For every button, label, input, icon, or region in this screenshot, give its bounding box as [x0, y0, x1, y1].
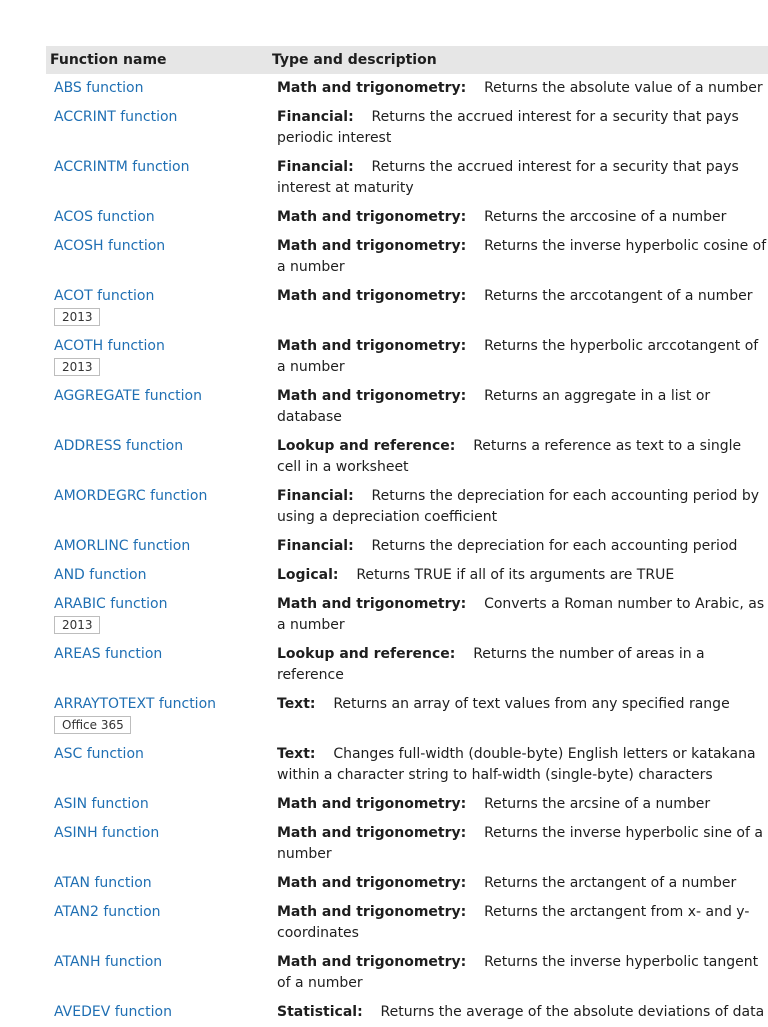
description-cell	[268, 790, 768, 819]
function-link[interactable]: AREAS function	[54, 646, 163, 662]
table-row	[46, 332, 768, 382]
function-description: Returns the average of the absolute deviations of data	[380, 1004, 765, 1020]
header-row	[46, 46, 768, 74]
function-type-label: Math and trigonometry:	[277, 209, 467, 225]
function-type-label: Math and trigonometry:	[277, 875, 467, 891]
description-cell	[268, 561, 768, 590]
function-link[interactable]: ACOTH function	[54, 338, 165, 354]
function-link[interactable]: ATANH function	[54, 954, 163, 970]
function-type-label: Text:	[277, 746, 316, 762]
description-cell	[268, 232, 768, 282]
description-cell	[268, 690, 768, 740]
function-description: Returns the depreciation for each accounting period by using a depreciation coefficient	[277, 488, 760, 525]
table-row	[46, 790, 768, 819]
function-link[interactable]: AGGREGATE function	[54, 388, 202, 404]
function-name-cell	[46, 232, 268, 282]
function-type-label: Math and trigonometry:	[277, 288, 467, 304]
function-description: Returns the arctangent from x- and y-coordinates	[277, 904, 750, 941]
description-cell	[268, 103, 768, 153]
function-link[interactable]: ARABIC function	[54, 596, 168, 612]
table-body	[46, 74, 768, 1027]
table-header	[46, 46, 768, 74]
function-description: Converts a Roman number to Arabic, as a number	[277, 596, 765, 633]
function-type-label: Logical:	[277, 567, 339, 583]
description-cell	[268, 869, 768, 898]
function-description: Changes full-width (double-byte) English letters or katakana within a character string to half-width (single-byte) characters	[277, 746, 756, 783]
version-badge: Office 365	[54, 716, 131, 734]
description-cell	[268, 640, 768, 690]
description-cell	[268, 203, 768, 232]
function-name-cell	[46, 690, 268, 740]
function-name-cell	[46, 74, 268, 103]
version-badge: 2013	[54, 616, 100, 634]
function-name-cell	[46, 790, 268, 819]
description-cell	[268, 282, 768, 332]
table-row	[46, 561, 768, 590]
function-type-label: Math and trigonometry:	[277, 825, 467, 841]
version-badge: 2013	[54, 308, 100, 326]
function-link[interactable]: AND function	[54, 567, 147, 583]
function-link[interactable]: ACOS function	[54, 209, 155, 225]
description-cell	[268, 153, 768, 203]
description-cell	[268, 532, 768, 561]
table-row	[46, 998, 768, 1027]
table-row	[46, 203, 768, 232]
function-description: Returns the number of areas in a reference	[277, 646, 705, 683]
function-link[interactable]: AMORDEGRC function	[54, 488, 208, 504]
table-row	[46, 690, 768, 740]
function-name-cell	[46, 203, 268, 232]
table-row	[46, 532, 768, 561]
function-link[interactable]: ACOT function	[54, 288, 155, 304]
description-cell	[268, 482, 768, 532]
table-row	[46, 640, 768, 690]
function-link[interactable]: ASC function	[54, 746, 144, 762]
function-name-cell	[46, 382, 268, 432]
description-cell	[268, 819, 768, 869]
function-type-label: Math and trigonometry:	[277, 338, 467, 354]
function-type-label: Math and trigonometry:	[277, 954, 467, 970]
description-cell	[268, 948, 768, 998]
description-cell	[268, 590, 768, 640]
table-row	[46, 590, 768, 640]
function-link[interactable]: ASINH function	[54, 825, 160, 841]
function-type-label: Math and trigonometry:	[277, 796, 467, 812]
function-description: Returns the hyperbolic arccotangent of a number	[277, 338, 759, 375]
function-name-cell	[46, 561, 268, 590]
table-row	[46, 869, 768, 898]
description-cell	[268, 382, 768, 432]
function-description: Returns the arcsine of a number	[484, 796, 711, 812]
function-name-cell	[46, 282, 268, 332]
header-function-name: Function name	[46, 46, 268, 74]
function-type-label: Financial:	[277, 488, 354, 504]
function-name-cell	[46, 332, 268, 382]
function-table-container	[46, 46, 768, 1027]
table-row	[46, 282, 768, 332]
function-description: Returns a reference as text to a single cell in a worksheet	[277, 438, 742, 475]
function-type-label: Math and trigonometry:	[277, 904, 467, 920]
description-cell	[268, 998, 768, 1027]
function-name-cell	[46, 948, 268, 998]
function-description: Returns an aggregate in a list or database	[277, 388, 711, 425]
function-description: Returns the absolute value of a number	[484, 80, 763, 96]
function-name-cell	[46, 869, 268, 898]
function-type-label: Math and trigonometry:	[277, 80, 467, 96]
function-name-cell	[46, 590, 268, 640]
table-row	[46, 482, 768, 532]
function-type-label: Statistical:	[277, 1004, 363, 1020]
function-description: Returns the arctangent of a number	[484, 875, 737, 891]
function-type-label: Math and trigonometry:	[277, 596, 467, 612]
table-row	[46, 740, 768, 790]
description-cell	[268, 898, 768, 948]
description-cell	[268, 740, 768, 790]
description-cell	[268, 332, 768, 382]
function-name-cell	[46, 740, 268, 790]
function-link[interactable]: ABS function	[54, 80, 144, 96]
function-link[interactable]: ATAN2 function	[54, 904, 161, 920]
function-description: Returns TRUE if all of its arguments are TRUE	[356, 567, 675, 583]
function-description: Returns the inverse hyperbolic tangent of a number	[277, 954, 759, 991]
description-cell	[268, 74, 768, 103]
function-name-cell	[46, 432, 268, 482]
table-row	[46, 153, 768, 203]
table-row	[46, 819, 768, 869]
function-name-cell	[46, 819, 268, 869]
function-link[interactable]: ADDRESS function	[54, 438, 184, 454]
function-description: Returns the arccosine of a number	[484, 209, 727, 225]
function-type-label: Financial:	[277, 538, 354, 554]
function-type-label: Math and trigonometry:	[277, 388, 467, 404]
function-name-cell	[46, 898, 268, 948]
description-cell	[268, 432, 768, 482]
function-link[interactable]: ARRAYTOTEXT function	[54, 696, 217, 712]
function-type-label: Lookup and reference:	[277, 438, 456, 454]
function-type-label: Text:	[277, 696, 316, 712]
function-name-cell	[46, 640, 268, 690]
function-description: Returns the depreciation for each accounting period	[371, 538, 738, 554]
table-row	[46, 232, 768, 282]
function-description: Returns an array of text values from any specified range	[333, 696, 730, 712]
table-row	[46, 382, 768, 432]
function-description: Returns the accrued interest for a security that pays interest at maturity	[277, 159, 739, 196]
function-description: Returns the inverse hyperbolic sine of a number	[277, 825, 763, 862]
table-row	[46, 948, 768, 998]
function-link[interactable]: ACCRINT function	[54, 109, 178, 125]
function-table	[46, 46, 768, 1027]
function-link[interactable]: ASIN function	[54, 796, 149, 812]
function-name-cell	[46, 532, 268, 561]
function-type-label: Financial:	[277, 109, 354, 125]
function-name-cell	[46, 153, 268, 203]
function-name-cell	[46, 103, 268, 153]
function-link[interactable]: ATAN function	[54, 875, 152, 891]
header-type-description: Type and description	[268, 46, 768, 74]
function-type-label: Math and trigonometry:	[277, 238, 467, 254]
version-badge: 2013	[54, 358, 100, 376]
function-link[interactable]: AMORLINC function	[54, 538, 191, 554]
function-name-cell	[46, 482, 268, 532]
function-type-label: Financial:	[277, 159, 354, 175]
table-row	[46, 898, 768, 948]
table-row	[46, 432, 768, 482]
function-description: Returns the inverse hyperbolic cosine of a number	[277, 238, 767, 275]
table-row	[46, 74, 768, 103]
table-row	[46, 103, 768, 153]
function-description: Returns the accrued interest for a security that pays periodic interest	[277, 109, 739, 146]
function-description: Returns the arccotangent of a number	[484, 288, 753, 304]
function-link[interactable]: ACOSH function	[54, 238, 166, 254]
function-type-label: Lookup and reference:	[277, 646, 456, 662]
function-link[interactable]: AVEDEV function	[54, 1004, 172, 1020]
function-name-cell	[46, 998, 268, 1027]
function-link[interactable]: ACCRINTM function	[54, 159, 190, 175]
